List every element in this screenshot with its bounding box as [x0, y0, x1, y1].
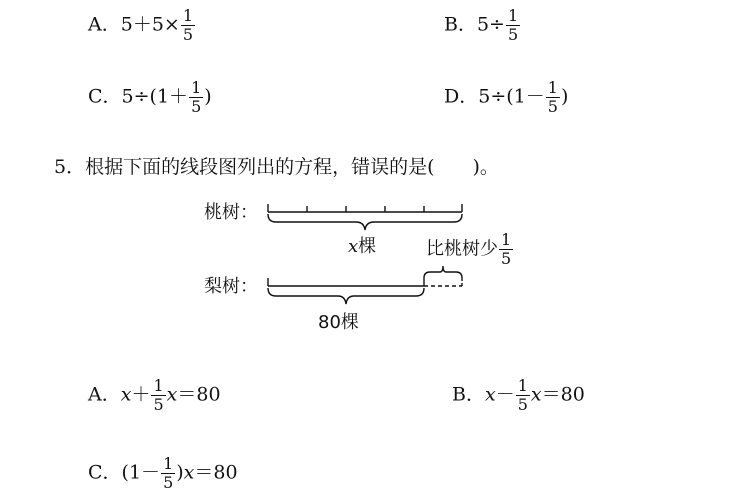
q4-option-c[interactable]: C．5÷(1＋ $\frac{1}{5}$ ): [88, 78, 212, 116]
option-expression: 5÷: [476, 13, 505, 36]
q5-option-a[interactable]: A．x＋ $\frac{1}{5}$ x＝80: [88, 376, 221, 414]
option-expression: 5÷(1－: [478, 85, 545, 108]
q4-option-d[interactable]: D．5÷(1－ $\frac{1}{5}$ ): [444, 78, 569, 116]
peach-label: 桃树：: [204, 202, 258, 223]
fraction: $\frac{1}{5}$: [153, 376, 164, 414]
fraction: $\frac{1}{5}$: [191, 78, 202, 116]
pear-label: 梨树：: [204, 276, 258, 297]
option-expression: 5÷(1＋: [121, 85, 189, 108]
q5-option-b[interactable]: B．x－ $\frac{1}{5}$ x＝80: [452, 376, 585, 414]
fraction: $\frac{1}{5}$: [182, 6, 194, 44]
peach-count-label: x棵: [348, 236, 377, 257]
q5-option-c[interactable]: C．(1－ $\frac{1}{5}$ )x＝80: [88, 454, 238, 492]
option-letter: A．: [88, 383, 121, 406]
option-letter: B．: [452, 383, 485, 406]
pear-count-label: 80棵: [318, 312, 359, 333]
option-letter: C．: [88, 85, 122, 108]
question-number: 5．: [54, 156, 86, 178]
option-letter: C．: [88, 461, 122, 484]
fraction: $\frac{1}{5}$: [163, 454, 174, 492]
option-letter: B．: [444, 13, 477, 36]
fraction: $\frac{1}{5}$: [501, 230, 512, 268]
option-expression: 5＋5×: [120, 13, 180, 36]
option-letter: A．: [88, 13, 121, 36]
peach-brace: [268, 214, 462, 230]
question-text: 根据下面的线段图列出的方程，错误的是( )。: [85, 156, 499, 178]
fraction: $\frac{1}{5}$: [517, 376, 528, 414]
difference-label: 比桃树少 $\frac{1}{5}$: [426, 230, 512, 268]
option-letter: D．: [444, 85, 479, 108]
fraction: $\frac{1}{5}$: [547, 78, 558, 116]
difference-brace: [424, 266, 462, 278]
fraction: $\frac{1}{5}$: [507, 6, 519, 44]
pear-brace: [268, 288, 424, 304]
